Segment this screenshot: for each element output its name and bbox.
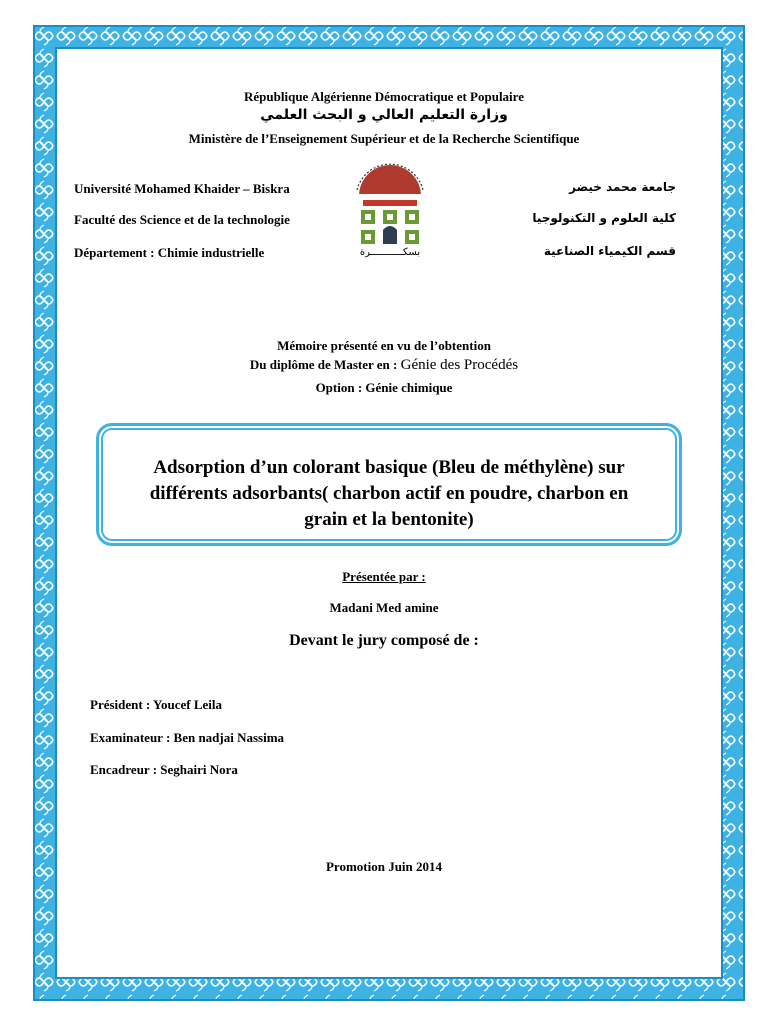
promotion-line: Promotion Juin 2014 — [325, 859, 443, 874]
thesis-title-line-3: grain et la bentonite) — [304, 509, 474, 530]
ministry-french-heading: Ministère de l’Enseignement Supérieur et de la Recherche Scientifique — [188, 131, 580, 146]
republic-heading: République Algérienne Démocratique et Populaire — [244, 89, 524, 104]
jury-president: Président : Youcef Leila — [90, 697, 223, 712]
degree-prefix: Du diplôme de Master en : — [249, 357, 398, 372]
university-name-ar: جامعة محمد خيضر — [569, 180, 676, 194]
department-name-fr: Département : Chimie industrielle — [74, 245, 265, 260]
thesis-title-line-1: Adsorption d’un colorant basique (Bleu de méthylène) sur — [153, 457, 625, 478]
degree-field: Génie des Procédés — [400, 357, 519, 373]
faculty-name-ar: كلية العلوم و التكنولوجيا — [532, 211, 676, 225]
faculty-name-fr: Faculté des Science et de la technologie — [74, 212, 290, 227]
option-line: Option : Génie chimique — [315, 380, 453, 395]
ministry-arabic-heading: وزارة التعليم العالي و البحث العلمي — [260, 107, 508, 123]
memoire-intro: Mémoire présenté en vu de l’obtention — [277, 338, 491, 353]
university-name-fr: Université Mohamed Khaider – Biskra — [74, 181, 290, 196]
logo-caption-ar: بسكـــــــــــرة — [359, 247, 421, 258]
degree-line — [0, 358, 768, 373]
department-name-ar: قسم الكيمياء الصناعية — [543, 244, 676, 258]
author-name: Madani Med amine — [329, 600, 439, 615]
jury-heading: Devant le jury composé de : — [289, 632, 479, 649]
jury-encadreur: Encadreur : Seghairi Nora — [90, 762, 238, 777]
presented-by-label: Présentée par : — [342, 569, 426, 584]
thesis-title-line-2: différents adsorbants( charbon actif en poudre, charbon en — [149, 483, 629, 504]
jury-examinateur: Examinateur : Ben nadjai Nassima — [90, 730, 285, 745]
